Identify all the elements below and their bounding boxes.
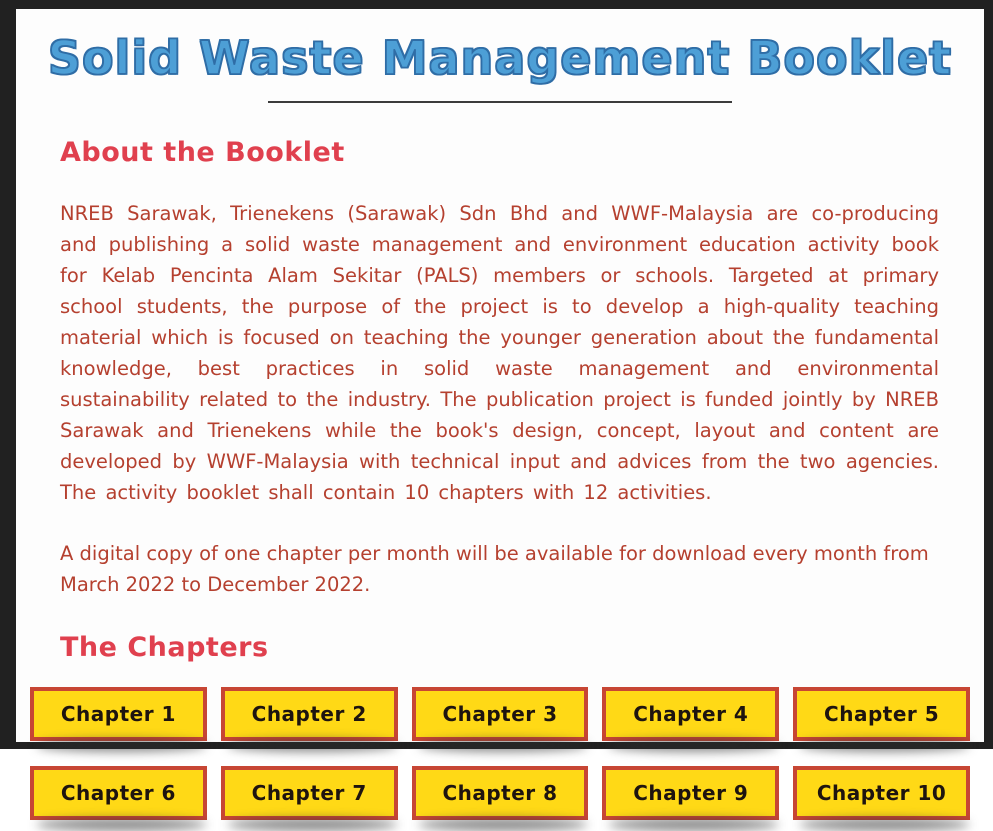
chapter-9-button[interactable]: Chapter 9 — [602, 766, 779, 820]
chapter-8-button[interactable]: Chapter 8 — [412, 766, 589, 820]
main-content — [16, 137, 984, 663]
about-heading: About the Booklet — [60, 137, 345, 168]
about-paragraph: NREB Sarawak, Trienekens (Sarawak) Sdn Bhd and WWF-Malaysia are co-producing and publishing a solid waste management and environment education activity book for Kelab Pencinta Alam Sekitar (PALS) members or schools. Targeted at primary school students, the purpose of the project is to develop a high-quality teaching material which is focused on teaching the younger generation about the fundamental knowledge, best practices in solid waste management and environmental sustainability related to the industry. The publication project is funded jointly by NREB Sarawak and Trienekens while the book's design, concept, layout and content are developed by WWF-Malaysia with technical input and advices from the two agencies. The activity booklet shall contain 10 chapters with 12 activities. — [60, 202, 939, 504]
chapters-grid — [30, 687, 970, 820]
chapter-2-button[interactable]: Chapter 2 — [221, 687, 398, 741]
availability-note: A digital copy of one chapter per month will be available for download every month from March 2022 to December 2022. — [60, 542, 929, 596]
chapter-1-button[interactable]: Chapter 1 — [30, 687, 207, 741]
chapter-3-button[interactable]: Chapter 3 — [412, 687, 589, 741]
chapter-5-button[interactable]: Chapter 5 — [793, 687, 970, 741]
chapters-heading: The Chapters — [60, 632, 269, 663]
chapter-6-button[interactable]: Chapter 6 — [30, 766, 207, 820]
title-block — [16, 9, 984, 103]
page-title: Solid Waste Management Booklet — [47, 31, 953, 85]
chapter-7-button[interactable]: Chapter 7 — [221, 766, 398, 820]
title-divider — [268, 101, 732, 103]
chapter-4-button[interactable]: Chapter 4 — [602, 687, 779, 741]
chapter-10-button[interactable]: Chapter 10 — [793, 766, 970, 820]
